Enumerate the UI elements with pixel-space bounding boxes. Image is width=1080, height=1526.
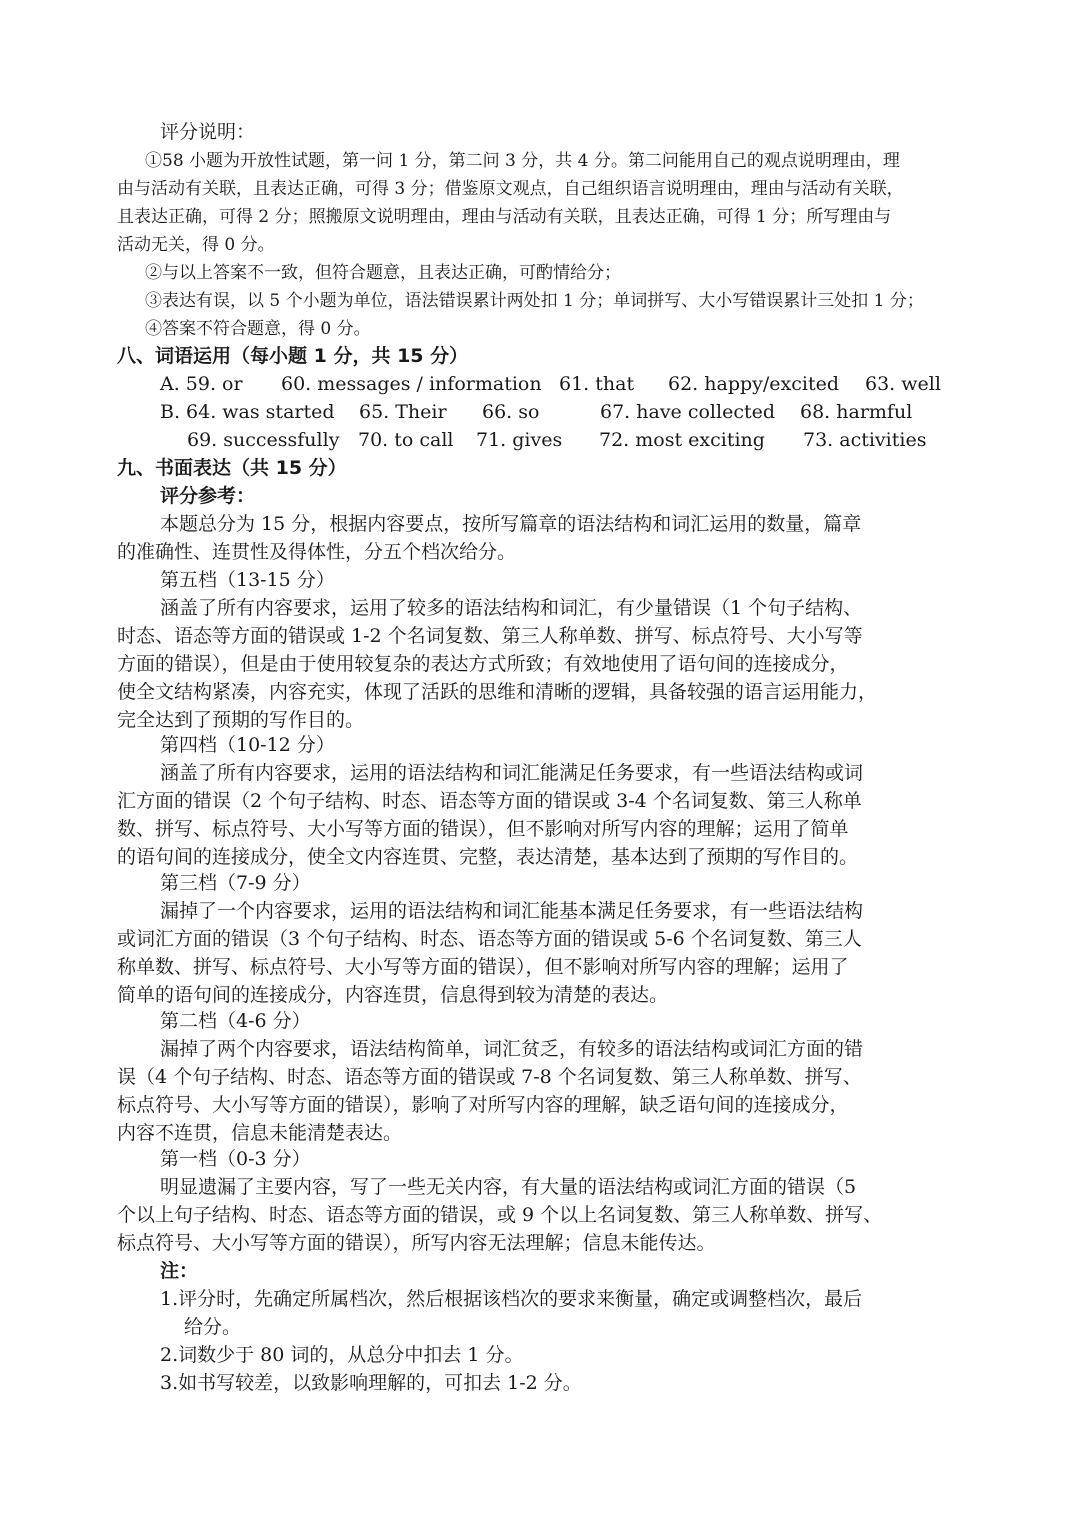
note-line: 1.评分时，先确定所属档次，然后根据该档次的要求来衡量，确定或调整档次，最后	[160, 1288, 863, 1310]
answer-item: B. 64. was started	[160, 401, 335, 423]
scoring-note-line: ③表达有误，以 5 个小题为单位，语法错误累计两处扣 1 分；单词拼写、大小写错误累计三处扣 1 分；	[145, 291, 924, 311]
scoring-note-line: 活动无关，得 0 分。	[117, 235, 275, 255]
grade2-title: 第二档（4-6 分）	[160, 1010, 311, 1032]
answer-item: 72. most exciting	[599, 429, 765, 451]
grade4-line: 数、拼写、标点符号、大小写等方面的错误），但不影响对所写内容的理解；运用了简单	[117, 818, 849, 840]
answer-item: 73. activities	[803, 429, 927, 451]
answer-item: 63. well	[865, 373, 941, 395]
grade1-line: 标点符号、大小写等方面的错误），所写内容无法理解；信息未能传达。	[117, 1232, 716, 1254]
note-line: 3.如书写较差，以致影响理解的，可扣去 1-2 分。	[160, 1372, 582, 1394]
answer-item: 71. gives	[476, 429, 563, 451]
scoring-note-line: ②与以上答案不一致，但符合题意，且表达正确，可酌情给分；	[145, 263, 621, 283]
grade5-title: 第五档（13-15 分）	[160, 569, 335, 591]
grade4-line: 涵盖了所有内容要求，运用的语法结构和词汇能满足任务要求，有一些语法结构或词	[160, 762, 864, 784]
answer-item: 65. Their	[359, 401, 447, 423]
grade4-line: 的语句间的连接成分，使全文内容连贯、完整，表达清楚，基本达到了预期的写作目的。	[117, 846, 859, 868]
intro-line: 本题总分为 15 分，根据内容要点，按所写篇章的语法结构和词汇运用的数量，篇章	[160, 513, 862, 535]
answer-item: 66. so	[482, 401, 540, 423]
grade5-line: 使全文结构紧凑，内容充实，体现了活跃的思维和清晰的逻辑，具备较强的语言运用能力，	[117, 681, 878, 703]
grade5-line: 时态、语态等方面的错误或 1-2 个名词复数、第三人称单数、拼写、标点符号、大小写等	[117, 625, 863, 647]
grade3-line: 称单数、拼写、标点符号、大小写等方面的错误），但不影响对所写内容的理解；运用了	[117, 956, 849, 978]
answer-item: 68. harmful	[800, 401, 913, 423]
grade2-line: 内容不连贯，信息未能清楚表达。	[117, 1122, 403, 1144]
section8-title: 八、词语运用（每小题 1 分，共 15 分）	[117, 345, 469, 367]
grade1-line: 明显遗漏了主要内容，写了一些无关内容，有大量的语法结构或词汇方面的错误（5	[160, 1176, 857, 1198]
scoring-note-line: ①58 小题为开放性试题，第一问 1 分，第二问 3 分，共 4 分。第二问能用自己的观点说明理由，理	[145, 151, 900, 171]
note-line: 2.词数少于 80 词的，从总分中扣去 1 分。	[160, 1344, 524, 1366]
grade2-line: 误（4 个句子结构、时态、语态等方面的错误或 7-8 个名词复数、第三人称单数、拼写、	[117, 1066, 862, 1088]
grade3-line: 或词汇方面的错误（3 个句子结构、时态、语态等方面的错误或 5-6 个名词复数、第三人	[117, 928, 862, 950]
scoring-note-line: 且表达正确，可得 2 分；照搬原文说明理由，理由与活动有关联，且表达正确，可得 1 分；所写理由与	[117, 207, 892, 227]
answer-item: 60. messages / information	[281, 373, 542, 395]
intro-line: 的准确性、连贯性及得体性，分五个档次给分。	[117, 541, 517, 563]
grade5-line: 方面的错误），但是由于使用较复杂的表达方式所致；有效地使用了语句间的连接成分，	[117, 653, 849, 675]
grade1-line: 个以上句子结构、时态、语态等方面的错误，或 9 个以上名词复数、第三人称单数、拼写、	[117, 1204, 883, 1226]
section9-title: 九、书面表达（共 15 分）	[117, 457, 347, 479]
answer-item: 69. successfully	[187, 429, 340, 451]
grade2-line: 漏掉了两个内容要求，语法结构简单，词汇贫乏，有较多的语法结构或词汇方面的错	[160, 1038, 864, 1060]
grade5-line: 涵盖了所有内容要求，运用了较多的语法结构和词汇，有少量错误（1 个句子结构、	[160, 597, 863, 619]
grade3-title: 第三档（7-9 分）	[160, 872, 311, 894]
grade5-line: 完全达到了预期的写作目的。	[117, 709, 365, 731]
answer-item: 67. have collected	[600, 401, 775, 423]
grade4-line: 汇方面的错误（2 个句子结构、时态、语态等方面的错误或 3-4 个名词复数、第三人称单	[117, 790, 862, 812]
answer-item: 70. to call	[358, 429, 454, 451]
grade3-line: 漏掉了一个内容要求，运用的语法结构和词汇能基本满足任务要求，有一些语法结构	[160, 900, 864, 922]
scoring-reference-title: 评分参考：	[160, 485, 256, 507]
grade3-line: 简单的语句间的连接成分，内容连贯，信息得到较为清楚的表达。	[117, 984, 669, 1006]
note-line: 给分。	[184, 1316, 242, 1338]
answer-item: 61. that	[559, 373, 635, 395]
grade2-line: 标点符号、大小写等方面的错误），影响了对所写内容的理解，缺乏语句间的连接成分，	[117, 1094, 849, 1116]
note-title: 注：	[160, 1260, 199, 1282]
grade4-title: 第四档（10-12 分）	[160, 734, 335, 756]
answer-item: 62. happy/excited	[668, 373, 839, 395]
answer-item: A. 59. or	[160, 373, 243, 395]
grade1-title: 第一档（0-3 分）	[160, 1148, 311, 1170]
scoring-note-line: ④答案不符合题意，得 0 分。	[145, 319, 371, 339]
scoring-note-line: 由与活动有关联，且表达正确，可得 3 分；借鉴原文观点，自己组织语言说明理由，理由与活动有关联，	[117, 179, 904, 199]
scoring-notes-title: 评分说明：	[160, 121, 256, 143]
